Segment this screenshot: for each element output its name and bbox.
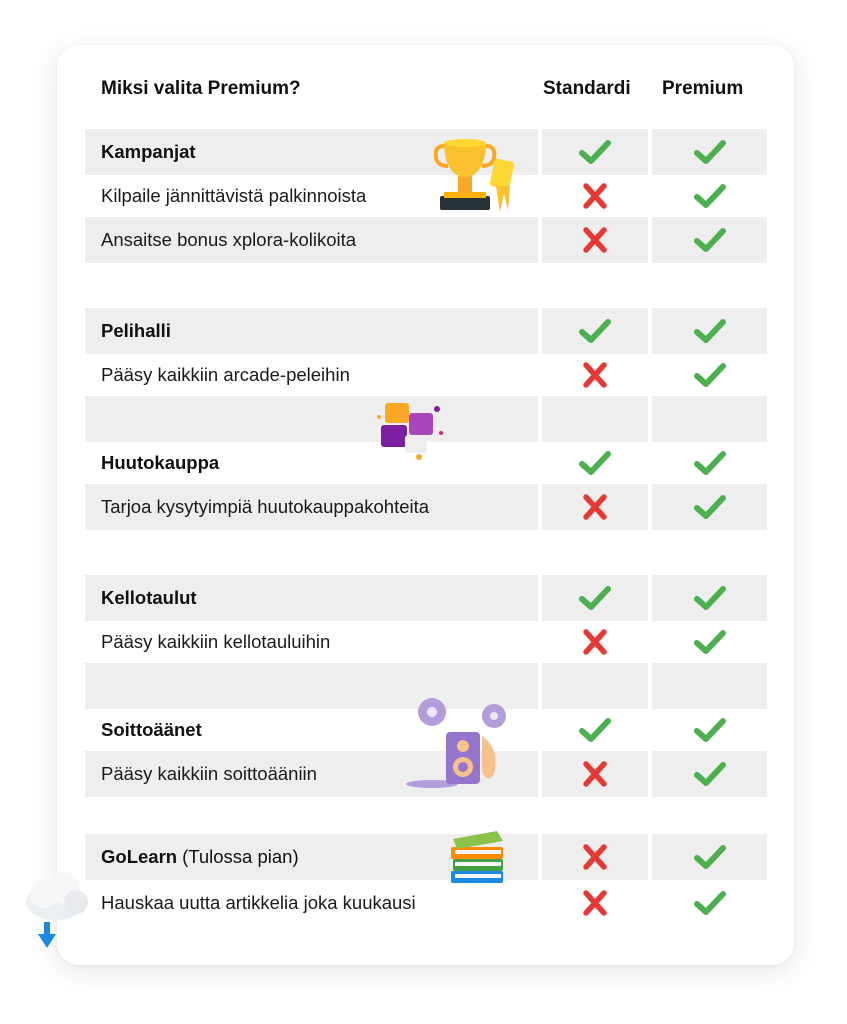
books-icon [447,827,507,887]
check-icon [693,889,727,917]
cross-icon [578,760,612,788]
check-icon [693,716,727,744]
feature-cell [85,619,538,665]
standard-cell [542,129,648,175]
feature-label: Tarjoa kysytyimpiä huutokauppakohteita [101,496,430,517]
speaker-icon [402,696,512,790]
standard-cell [542,619,648,665]
feature-label: Hauskaa uutta artikkelia joka kuukausi [101,892,416,913]
standard-cell [542,834,648,880]
check-icon [693,493,727,521]
feature-cell [85,352,538,398]
check-icon [693,226,727,254]
premium-cell [652,440,767,486]
check-icon [693,584,727,612]
standard-cell [542,707,648,753]
standard-cell [542,880,648,926]
table-row-kellotaulut [85,575,767,621]
premium-cell [652,707,767,753]
table-row-pelihalli [85,308,767,354]
premium-cell [652,484,767,530]
cross-icon [578,843,612,871]
premium-cell [652,575,767,621]
section-title: Huutokauppa [101,452,220,473]
premium-cell [652,217,767,263]
check-icon [578,716,612,744]
section-title: Soittoäänet [101,719,202,740]
check-icon [693,760,727,788]
page-title: Miksi valita Premium? [101,78,301,99]
premium-cell [652,880,767,926]
section-title [101,834,299,880]
table-row [85,880,767,926]
check-icon [693,138,727,166]
feature-label: Pääsy kaikkiin arcade-peleihin [101,364,350,385]
premium-cell [652,352,767,398]
table-row [85,619,767,665]
feature-cell [85,575,538,621]
section-title: Kampanjat [101,141,196,162]
coming-soon-note: (Tulossa pian) [182,846,299,867]
check-icon [693,449,727,477]
feature-cell [85,484,538,530]
column-header-premium: Premium [662,78,744,99]
check-icon [693,628,727,656]
table-row [85,484,767,530]
cross-icon [578,182,612,210]
premium-cell [652,751,767,797]
standard-cell [542,440,648,486]
feature-label: Ansaitse bonus xplora-kolikoita [101,229,357,250]
premium-cell [652,308,767,354]
trophy-icon [434,134,518,216]
premium-cell [652,173,767,219]
standard-cell [542,352,648,398]
standard-cell [542,308,648,354]
table-row [85,352,767,398]
check-icon [693,843,727,871]
table-row [85,217,767,263]
standard-cell [542,217,648,263]
cloud-download-icon [16,868,96,954]
cross-icon [578,361,612,389]
check-icon [693,361,727,389]
check-icon [578,584,612,612]
puzzle-icon [375,395,449,463]
standard-cell [542,484,648,530]
feature-label: Pääsy kaikkiin soittoääniin [101,763,317,784]
standard-cell [542,173,648,219]
cross-icon [578,226,612,254]
cross-icon [578,628,612,656]
section-title-text: GoLearn [101,846,178,867]
cross-icon [578,493,612,521]
premium-cell [652,129,767,175]
section-title: Pelihalli [101,320,171,341]
table-row-golearn [85,834,767,880]
feature-label: Pääsy kaikkiin kellotauluihin [101,631,331,652]
check-icon [578,449,612,477]
cross-icon [578,889,612,917]
premium-cell [652,619,767,665]
feature-label: Kilpaile jännittävistä palkinnoista [101,185,367,206]
standard-cell [542,575,648,621]
section-title: Kellotaulut [101,587,197,608]
table-row-kampanjat [85,129,767,175]
column-header-standard: Standardi [543,78,631,99]
premium-cell [652,834,767,880]
check-icon [693,317,727,345]
feature-cell [85,217,538,263]
feature-cell [85,308,538,354]
standard-cell [542,751,648,797]
check-icon [693,182,727,210]
check-icon [578,317,612,345]
check-icon [578,138,612,166]
table-row [85,173,767,219]
feature-cell [85,440,538,486]
